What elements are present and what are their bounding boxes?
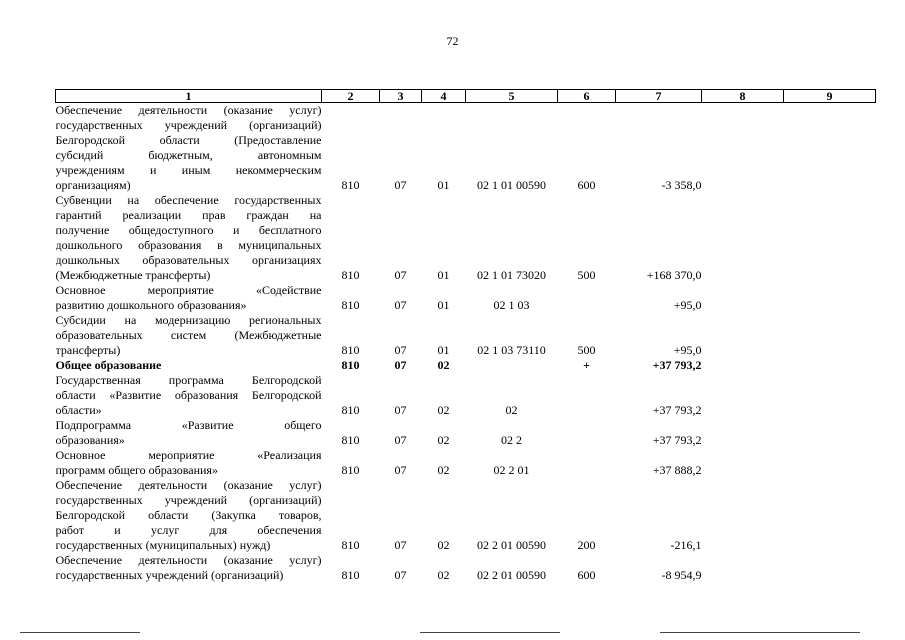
empty-cell (784, 418, 876, 448)
description-line: получение общедоступного и бесплатного (55, 223, 322, 237)
description-line: государственных учреждений (организаций) (55, 493, 322, 507)
description-line: образовательных систем (Межбюджетные (55, 328, 322, 342)
table-row (56, 448, 876, 478)
description-line: Белгородской области (Закупка товаров, (55, 508, 322, 522)
row-description (56, 313, 322, 358)
amount-value: +37 793,2 (652, 358, 702, 372)
table-row (56, 358, 876, 373)
description-line: Обеспечение деятельности (оказание услуг) (55, 478, 322, 492)
expense-type-code (558, 448, 616, 478)
row-description (56, 283, 322, 313)
section-code: 07 (394, 403, 407, 417)
section-code: 07 (394, 463, 407, 477)
description-line: субсидий бюджетным, автономным (55, 148, 322, 162)
section-code: 07 (394, 343, 407, 357)
expense-type-code (558, 418, 616, 448)
section-code: 07 (394, 268, 407, 282)
description-line: области «Развитие образования Белгородской (55, 388, 322, 402)
target-article-code: 02 1 03 73110 (477, 343, 546, 357)
ministry-code: 810 (341, 178, 360, 192)
section-code: 07 (394, 178, 407, 192)
row-description (56, 478, 322, 553)
table-row (56, 418, 876, 448)
bottom-edge-line (20, 632, 140, 633)
ministry-code: 810 (341, 343, 360, 357)
table-row (56, 553, 876, 583)
row-description (56, 193, 322, 283)
expense-type-code (558, 373, 616, 418)
empty-cell (784, 478, 876, 553)
description-line: государственных учреждений (организаций) (55, 568, 284, 582)
description-line: гарантий реализации прав граждан на (55, 208, 322, 222)
subsection-code: 02 (437, 538, 450, 552)
description-line: учреждениям и иным некоммерческим (55, 163, 322, 177)
description-line: Белгородской области (Предоставление (55, 133, 322, 147)
ministry-code: 810 (341, 568, 360, 582)
header-cell: 5 (466, 90, 558, 103)
section-code: 07 (394, 358, 407, 372)
subsection-code: 01 (437, 268, 450, 282)
table-row (56, 193, 876, 283)
amount-value: +37 793,2 (652, 433, 702, 447)
table-row (56, 373, 876, 418)
expense-type-code: + (583, 358, 590, 372)
header-cell: 6 (558, 90, 616, 103)
description-line: Общее образование (55, 358, 162, 372)
row-description (56, 448, 322, 478)
description-line: Основное мероприятие «Содействие (55, 283, 322, 297)
row-description (56, 103, 322, 194)
subsection-code: 02 (437, 358, 450, 372)
header-cell: 9 (784, 90, 876, 103)
amount-value: +37 793,2 (652, 403, 702, 417)
expense-type-code: 600 (577, 178, 596, 192)
empty-cell (702, 478, 784, 553)
empty-cell (784, 283, 876, 313)
description-line: Субсидии на модернизацию региональных (55, 313, 322, 327)
amount-value: +95,0 (673, 298, 702, 312)
description-line: организациям) (55, 178, 131, 192)
subsection-code: 01 (437, 178, 450, 192)
target-article-code: 02 1 01 00590 (477, 178, 546, 192)
empty-cell (702, 448, 784, 478)
expense-type-code: 600 (577, 568, 596, 582)
row-description (56, 373, 322, 418)
empty-cell (784, 313, 876, 358)
table-row (56, 103, 876, 194)
expense-type-code: 500 (577, 268, 596, 282)
description-line: трансферты) (55, 343, 121, 357)
description-line: Подпрограмма «Развитие общего (55, 418, 322, 432)
section-code: 07 (394, 538, 407, 552)
empty-cell (784, 193, 876, 283)
expense-type-code: 200 (577, 538, 596, 552)
table-row (56, 283, 876, 313)
empty-cell (702, 313, 784, 358)
description-line: государственных (муниципальных) нужд) (55, 538, 271, 552)
subsection-code: 01 (437, 343, 450, 357)
header-cell: 1 (56, 90, 322, 103)
empty-cell (784, 358, 876, 373)
target-article-code: 02 2 01 00590 (477, 568, 546, 582)
budget-table (55, 89, 876, 583)
ministry-code: 810 (341, 358, 360, 372)
description-line: развитию дошкольного образования» (55, 298, 247, 312)
expense-type-code: 500 (577, 343, 596, 357)
amount-value: -8 954,9 (661, 568, 702, 582)
amount-value: +37 888,2 (652, 463, 702, 477)
description-line: Обеспечение деятельности (оказание услуг) (55, 103, 322, 117)
ministry-code: 810 (341, 298, 360, 312)
description-line: государственных учреждений (организаций) (55, 118, 322, 132)
target-article-code: 02 2 01 (493, 463, 530, 477)
header-cell: 2 (322, 90, 380, 103)
description-line: Государственная программа Белгородской (55, 373, 322, 387)
target-article-code: 02 1 01 73020 (477, 268, 546, 282)
ministry-code: 810 (341, 268, 360, 282)
subsection-code: 01 (437, 298, 450, 312)
table-row (56, 478, 876, 553)
empty-cell (784, 448, 876, 478)
target-article-code (466, 358, 558, 373)
empty-cell (784, 553, 876, 583)
description-line: дошкольного образования в муниципальных (55, 238, 322, 252)
subsection-code: 02 (437, 433, 450, 447)
empty-cell (702, 283, 784, 313)
description-line: образования» (55, 433, 125, 447)
target-article-code: 02 2 (501, 433, 522, 447)
subsection-code: 02 (437, 568, 450, 582)
description-line: Обеспечение деятельности (оказание услуг) (55, 553, 322, 567)
target-article-code: 02 1 03 (493, 298, 530, 312)
header-cell: 7 (616, 90, 702, 103)
ministry-code: 810 (341, 403, 360, 417)
description-line: программ общего образования» (55, 463, 218, 477)
description-line: Субвенции на обеспечение государственных (55, 193, 322, 207)
bottom-edge-line (420, 632, 560, 633)
empty-cell (702, 553, 784, 583)
empty-cell (702, 418, 784, 448)
header-cell: 3 (380, 90, 422, 103)
target-article-code: 02 2 01 00590 (477, 538, 546, 552)
description-line: дошкольных образовательных организациях (55, 253, 322, 267)
section-code: 07 (394, 433, 407, 447)
subsection-code: 02 (437, 463, 450, 477)
ministry-code: 810 (341, 463, 360, 477)
row-description (56, 553, 322, 583)
empty-cell (784, 373, 876, 418)
amount-value: -216,1 (670, 538, 702, 552)
empty-cell (702, 358, 784, 373)
empty-cell (702, 103, 784, 194)
row-description (56, 418, 322, 448)
bottom-edge-line (660, 632, 860, 633)
ministry-code: 810 (341, 538, 360, 552)
description-line: Основное мероприятие «Реализация (55, 448, 322, 462)
header-cell: 8 (702, 90, 784, 103)
description-line: области» (55, 403, 102, 417)
empty-cell (702, 193, 784, 283)
header-cell: 4 (422, 90, 466, 103)
table-header-row (56, 90, 876, 103)
section-code: 07 (394, 298, 407, 312)
empty-cell (784, 103, 876, 194)
page-number: 72 (446, 34, 459, 48)
table-row (56, 313, 876, 358)
ministry-code: 810 (341, 433, 360, 447)
section-code: 07 (394, 568, 407, 582)
description-line: (Межбюджетные трансферты) (55, 268, 211, 282)
empty-cell (702, 373, 784, 418)
description-line: работ и услуг для обеспечения (55, 523, 322, 537)
row-description (56, 358, 322, 373)
amount-value: +168 370,0 (646, 268, 702, 282)
subsection-code: 02 (437, 403, 450, 417)
expense-type-code (558, 283, 616, 313)
amount-value: +95,0 (673, 343, 702, 357)
amount-value: -3 358,0 (661, 178, 702, 192)
target-article-code: 02 (505, 403, 518, 417)
